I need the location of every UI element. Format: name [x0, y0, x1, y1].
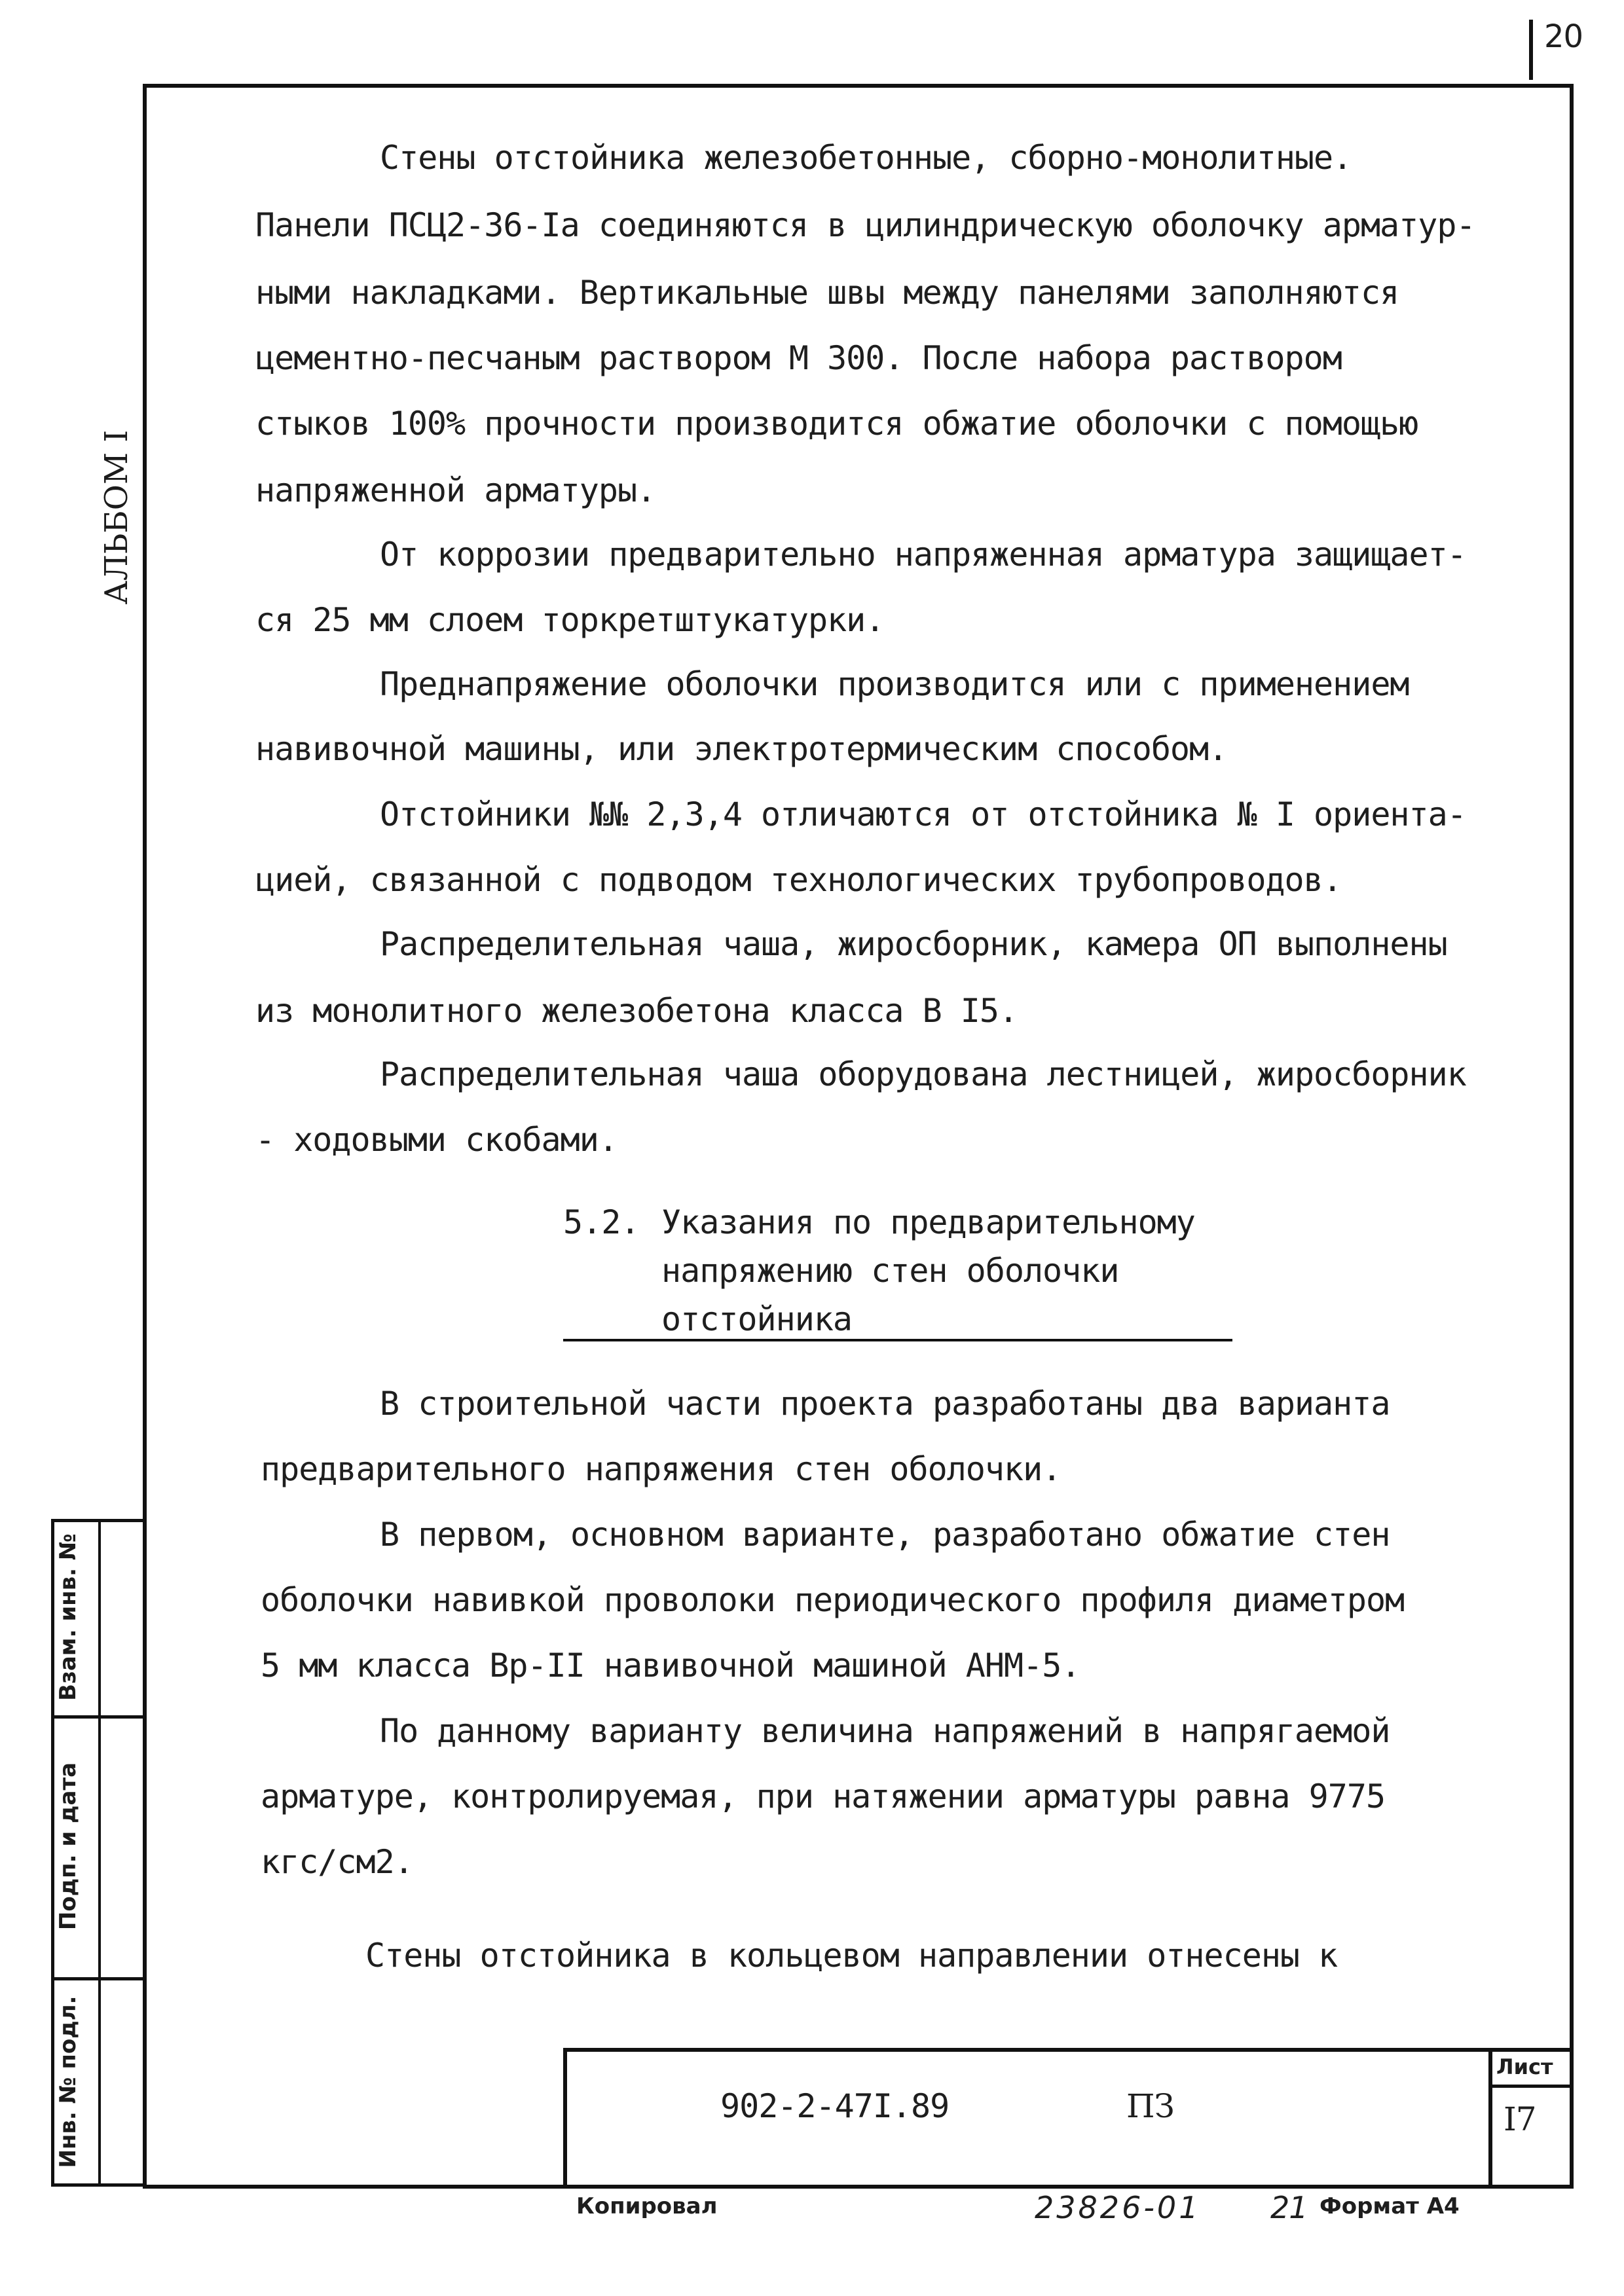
stamp-original-inv: Инв. № подл.	[55, 1995, 81, 2168]
para1-line3: ными накладками. Вертикальные швы между панелями заполняются	[255, 274, 1399, 312]
page-number-top: 20	[1544, 18, 1583, 55]
section-heading-underline	[563, 1339, 1232, 1341]
order-number: 23826-01	[1035, 2190, 1201, 2225]
para1-line2: Панели ПСЦ2-36-Iа соединяются в цилиндрическую оболочку арматур-	[255, 206, 1475, 244]
para5-line2: из монолитного железобетона класса В I5.	[255, 992, 1018, 1030]
para4-line1: Отстойники №№ 2,3,4 отличаются от отстойника № I ориента-	[380, 795, 1466, 833]
page-number-tick	[1529, 20, 1533, 80]
para9-line3: кгс/см2.	[261, 1843, 413, 1881]
para2-line2: ся 25 мм слоем торкретштукатурки.	[255, 601, 885, 639]
doc-code: 902-2-47I.89	[720, 2087, 950, 2125]
copy-number: 21	[1270, 2190, 1308, 2225]
frame-left	[143, 84, 147, 2189]
para7-line2: предварительного напряжения стен оболочки.	[261, 1450, 1061, 1488]
para1-line6: напряженной арматуры.	[255, 471, 656, 509]
section-number: 5.2.	[563, 1203, 640, 1241]
para2-line1: От коррозии предварительно напряженная арматура защищает-	[380, 536, 1466, 574]
frame-top	[143, 84, 1574, 88]
para8-line1: В первом, основном варианте, разработано обжатие стен	[380, 1516, 1390, 1554]
copied-label: Копировал	[576, 2193, 718, 2219]
para9-line2: арматуре, контролируемая, при натяжении арматуры равна 9775	[261, 1777, 1386, 1815]
para1-line5: стыков 100% прочности производится обжатие оболочки с помощью	[255, 405, 1418, 443]
doc-section: ПЗ	[1126, 2087, 1174, 2125]
para6-line2: - ходовыми скобами.	[255, 1121, 618, 1159]
para1-line4: цементно-песчаным раствором М 300. После набора раствором	[255, 339, 1342, 377]
para1-line1: Стены отстойника железобетонные, сборно-монолитные.	[380, 139, 1352, 177]
album-label: АЛЬБОМ I	[98, 429, 135, 605]
title-block	[563, 2048, 1574, 2189]
sheet-label: Лист	[1496, 2054, 1553, 2079]
side-stamp-strip	[51, 1519, 143, 2187]
para3-line2: навивочной машины, или электротермическим способом.	[255, 730, 1228, 768]
para3-line1: Преднапряжение оболочки производится или с применением	[380, 665, 1409, 703]
para8-line3: 5 мм класса Вр-II навивочной машиной АНМ-5.	[261, 1647, 1080, 1685]
para6-line1: Распределительная чаша оборудована лестницей, жиросборник	[380, 1055, 1466, 1093]
frame-right	[1570, 84, 1574, 2189]
section-heading-line2: напряжению стен оболочки	[661, 1252, 1119, 1290]
para8-line2: оболочки навивкой проволоки периодического профиля диаметром	[261, 1581, 1405, 1619]
para10-line1: Стены отстойника в кольцевом направлении отнесены к	[365, 1937, 1338, 1975]
stamp-signature-date: Подп. и дата	[55, 1762, 81, 1931]
para5-line1: Распределительная чаша, жиросборник, камера ОП выполнены	[380, 925, 1447, 963]
stamp-replacement-inv: Взам. инв. №	[55, 1533, 81, 1701]
sheet-number: I7	[1504, 2100, 1536, 2138]
para4-line2: цией, связанной с подводом технологических трубопроводов.	[255, 861, 1342, 899]
para7-line1: В строительной части проекта разработаны два варианта	[380, 1385, 1390, 1423]
section-heading-line3: отстойника	[661, 1300, 853, 1338]
section-heading-line1: Указания по предварительному	[661, 1203, 1195, 1241]
para9-line1: По данному варианту величина напряжений в напрягаемой	[380, 1712, 1390, 1750]
format-label: Формат А4	[1320, 2193, 1460, 2219]
